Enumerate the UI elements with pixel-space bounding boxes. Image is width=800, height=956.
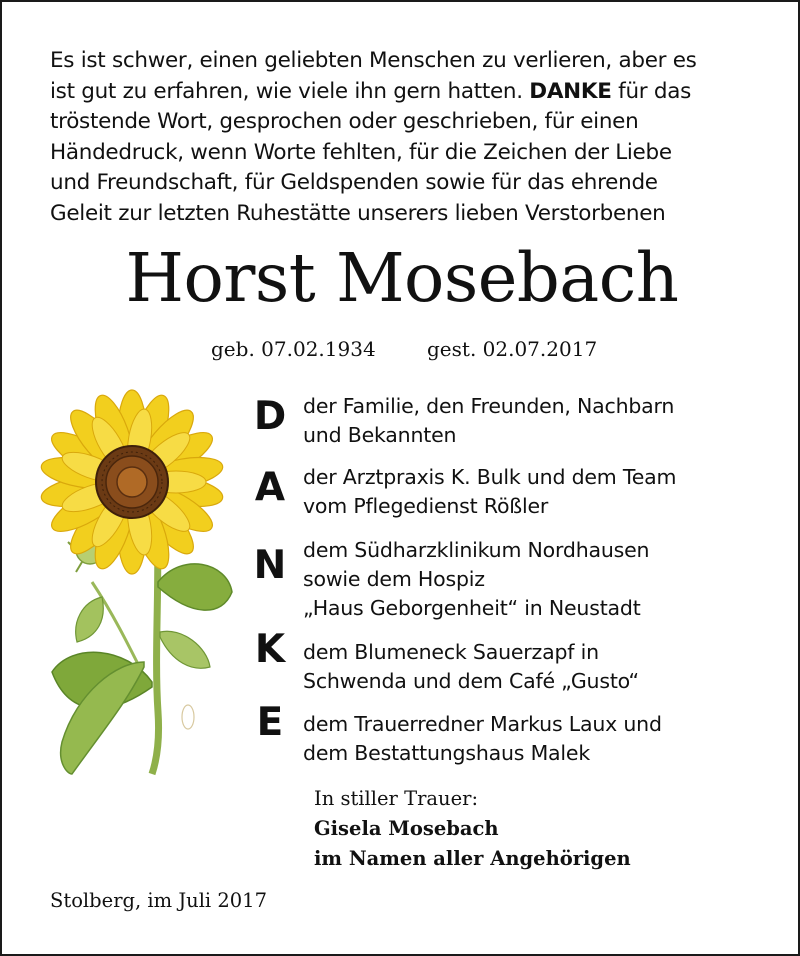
sunflower-illustration (32, 382, 242, 782)
death-date: gest. 02.07.2017 (427, 337, 598, 361)
thanks-line: dem Bestattungshaus Malek (303, 741, 590, 765)
thanks-line: der Familie, den Freunden, Nachbarn (303, 394, 675, 418)
birth-date: geb. 07.02.1934 (211, 337, 376, 361)
thanks-entry-clinic (303, 536, 783, 623)
danke-letter-d: D (253, 394, 287, 439)
sunflower-center-core (117, 467, 147, 497)
thanks-line: dem Blumeneck Sauerzapf in (303, 640, 599, 664)
intro-line: und Freundschaft, für Geldspenden sowie für das ehrende (50, 170, 658, 195)
thanks-line: und Bekannten (303, 423, 457, 447)
intro-line: Es ist schwer, einen geliebten Menschen zu verlieren, aber es (50, 48, 697, 73)
thanks-entry-medical (303, 463, 783, 521)
sunflower-leaf (160, 631, 210, 668)
sunflower-leaf (158, 564, 232, 610)
thanks-line: dem Trauerredner Markus Laux und (303, 712, 662, 736)
deceased-name: Horst Mosebach (125, 239, 679, 317)
thanks-line: „Haus Geborgenheit“ in Neustadt (303, 596, 641, 620)
intro-paragraph (50, 46, 762, 229)
intro-line: Händedruck, wenn Worte fehlten, für die Zeichen der Liebe (50, 139, 672, 165)
thanks-entry-family (303, 392, 783, 450)
intro-line: Geleit zur letzten Ruhestätte unserers lieben Verstorbenen (50, 200, 666, 226)
danke-letter-a: A (254, 465, 286, 510)
sunflower-petals (39, 390, 225, 574)
place-and-date: Stolberg, im Juli 2017 (50, 889, 267, 912)
intro-danke-emphasis: DANKE (529, 78, 612, 104)
thanks-line: Schwenda und dem Café „Gusto“ (303, 669, 639, 693)
danke-letter-e: E (256, 700, 284, 745)
intro-line: für das (618, 78, 691, 104)
danke-letter-k: K (254, 627, 286, 672)
signature-on-behalf: im Namen aller Angehörigen (314, 847, 631, 870)
signature-block (314, 784, 631, 874)
intro-line: tröstende Wort, gesprochen oder geschrieben, für einen (50, 109, 639, 134)
signature-intro: In stiller Trauer: (314, 787, 479, 810)
thanks-line: dem Südharzklinikum Nordhausen (303, 538, 650, 562)
thanks-line: der Arztpraxis K. Bulk und dem Team (303, 465, 677, 489)
signature-name: Gisela Mosebach (314, 817, 499, 840)
thanks-entry-florist (303, 638, 783, 696)
danke-letter-n: N (253, 543, 287, 588)
sunflower-seed-sketch (182, 705, 194, 729)
intro-line: ist gut zu erfahren, wie viele ihn gern hatten. (50, 78, 523, 104)
sunflower-leaf (76, 597, 104, 642)
thanks-entry-funeral (303, 710, 783, 768)
thanks-line: sowie dem Hospiz (303, 567, 485, 591)
thanks-line: vom Pflegedienst Rößler (303, 494, 549, 518)
